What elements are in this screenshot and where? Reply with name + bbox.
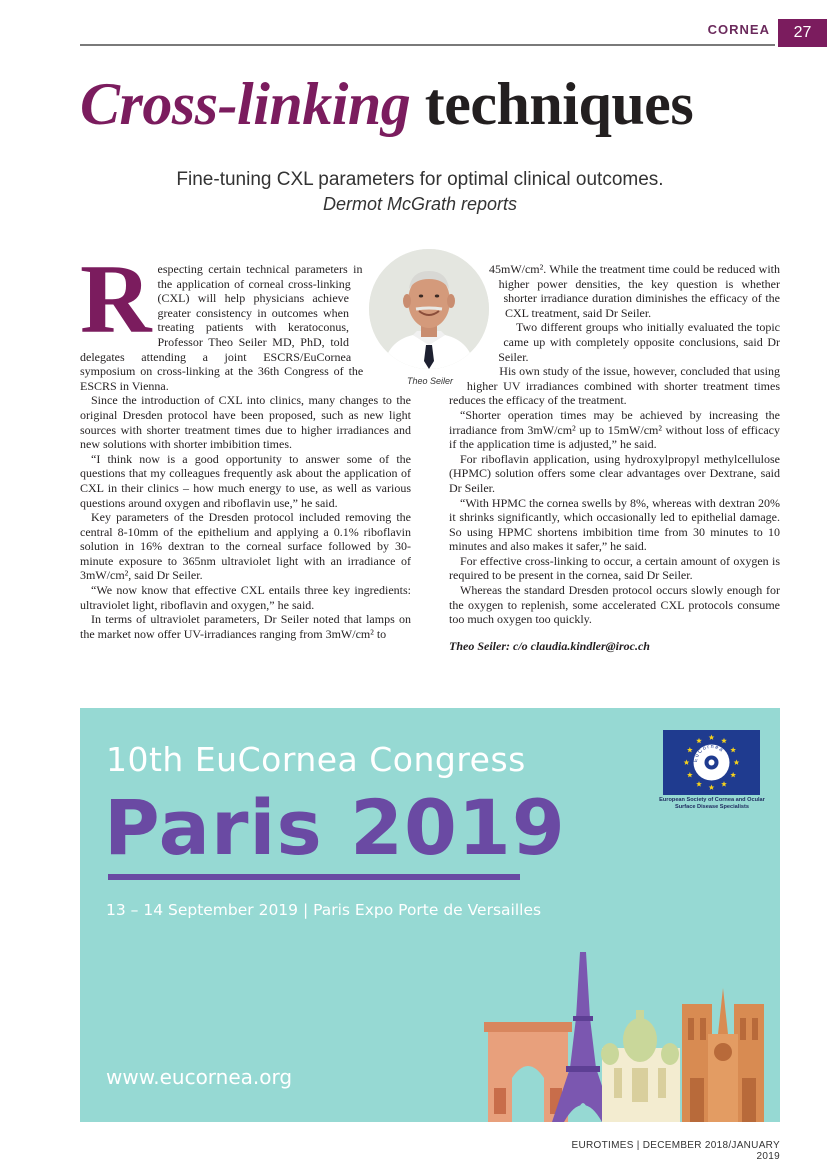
section-label: CORNEA: [707, 22, 770, 37]
article-paragraph: His own study of the issue, however, concluded that using higher UV irradiances combined with shorter treatment times reduces the efficacy of the treatment.: [449, 364, 780, 408]
header-rule: [80, 44, 775, 46]
ad-underline: [108, 874, 520, 880]
byline: Dermot McGrath reports: [322, 194, 518, 214]
article-paragraph: For effective cross-linking to occur, a certain amount of oxygen is required to be present in the cornea, said Dr Seiler.: [449, 553, 780, 583]
photo-caption: Theo Seiler: [406, 376, 454, 386]
congress-advert[interactable]: [80, 708, 780, 1122]
subtitle: Fine-tuning CXL parameters for optimal clinical outcomes.: [176, 169, 664, 190]
ad-city-year: Paris 2019: [104, 783, 566, 872]
headline-accent: Cross-linking: [80, 71, 411, 137]
page-number: 27: [778, 19, 827, 47]
ad-dates-venue: 13 – 14 September 2019 | Paris Expo Porte de Versailles: [106, 901, 542, 919]
article-paragraph: especting certain technical parameters in the application of corneal cross-linking (CXL) will help physicians achieve greater consistency in outcomes when treating patients with keratoconus, Professor Theo Seiler MD, PhD, told delegates attending a joint ESCRS/EuCornea symposium on cross-linking at the 36th Congress of the ESCRS in Vienna.: [80, 262, 364, 393]
footer-publication: EUROTIMES | DECEMBER 2018/JANUARY 2019: [571, 1140, 780, 1162]
ad-congress-title: 10th EuCornea Congress: [106, 740, 526, 779]
article-column-left: [80, 245, 411, 641]
headline-rest: techniques: [424, 71, 694, 137]
article-paragraph: “Shorter operation times may be achieved by increasing the irradiance from 3mW/cm² up to 15mW/cm² without loss of efficacy if the application time is adjusted,” he said.: [449, 407, 780, 452]
article-paragraph: Two different groups who initially evaluated the topic came up with completely opposite conclusions, said Dr Seiler.: [498, 320, 780, 364]
article-paragraph: In terms of ultraviolet parameters, Dr Seiler noted that lamps on the market now offer UV-irradiances ranging from 3mW/cm² to: [80, 612, 411, 641]
article-paragraph: Whereas the standard Dresden protocol occurs slowly enough for the oxygen to replenish, some accelerated CXL protocols consume too much oxygen too quickly.: [449, 583, 780, 627]
drop-cap: R: [80, 245, 152, 354]
ad-url-link[interactable]: www.eucornea.org: [106, 1065, 293, 1089]
author-contact: Theo Seiler: c/o claudia.kindler@iroc.ch: [449, 638, 650, 653]
article-paragraph: “With HPMC the cornea swells by 8%, whereas with dextran 20% it shrinks significantly, which occasionally led to epithelial damage. So using HPMC shortens imbibition time from 30 minutes to 10 minutes and also makes it safer,” he said.: [449, 495, 780, 554]
article-paragraph: “I think now is a good opportunity to answer some of the questions that my colleagues frequently ask about the application of CXL in their clinics – how much energy to use, as well as various questions around oxygen and riboflavin use,” he said.: [80, 451, 411, 510]
paris-skyline-icon: [482, 948, 772, 1122]
article-column-right: [449, 262, 780, 653]
eucornea-logo-icon: [663, 730, 760, 795]
article-paragraph: For riboflavin application, using hydroxylpropyl methylcellulose (HPMC) solution offers some clear advantages over Dextrane, said Dr Seiler.: [449, 451, 780, 495]
article-paragraph: 45mW/cm². While the treatment time could be reduced with higher power densities, the key question is whether shorter irradiance duration diminishes the efficacy of the CXL treatment, said Dr Seiler.: [488, 262, 780, 320]
article-paragraph: Since the introduction of CXL into clinics, many changes to the original Dresden protocol have been proposed, such as new light sources with shorter treatment times due to higher irradiances and new solutions with shorter imbibition times.: [80, 393, 411, 452]
logo-text: EuCornea: [692, 743, 725, 763]
headline: [80, 62, 780, 146]
society-name: European Society of Cornea and Ocular Surface Disease Specialists: [659, 797, 765, 810]
article-paragraph: “We now know that effective CXL entails three key ingredients: ultraviolet light, riboflavin and oxygen,” he said.: [80, 583, 411, 612]
article-paragraph: Key parameters of the Dresden protocol included removing the central 8-10mm of the epithelium and applying a 0.1% riboflavin solution in 16% dextran to the corneal surface followed by 30-minute exposure to 365nm ultraviolet light with an irradiance of 3mW/cm², said Dr Seiler.: [80, 510, 411, 583]
